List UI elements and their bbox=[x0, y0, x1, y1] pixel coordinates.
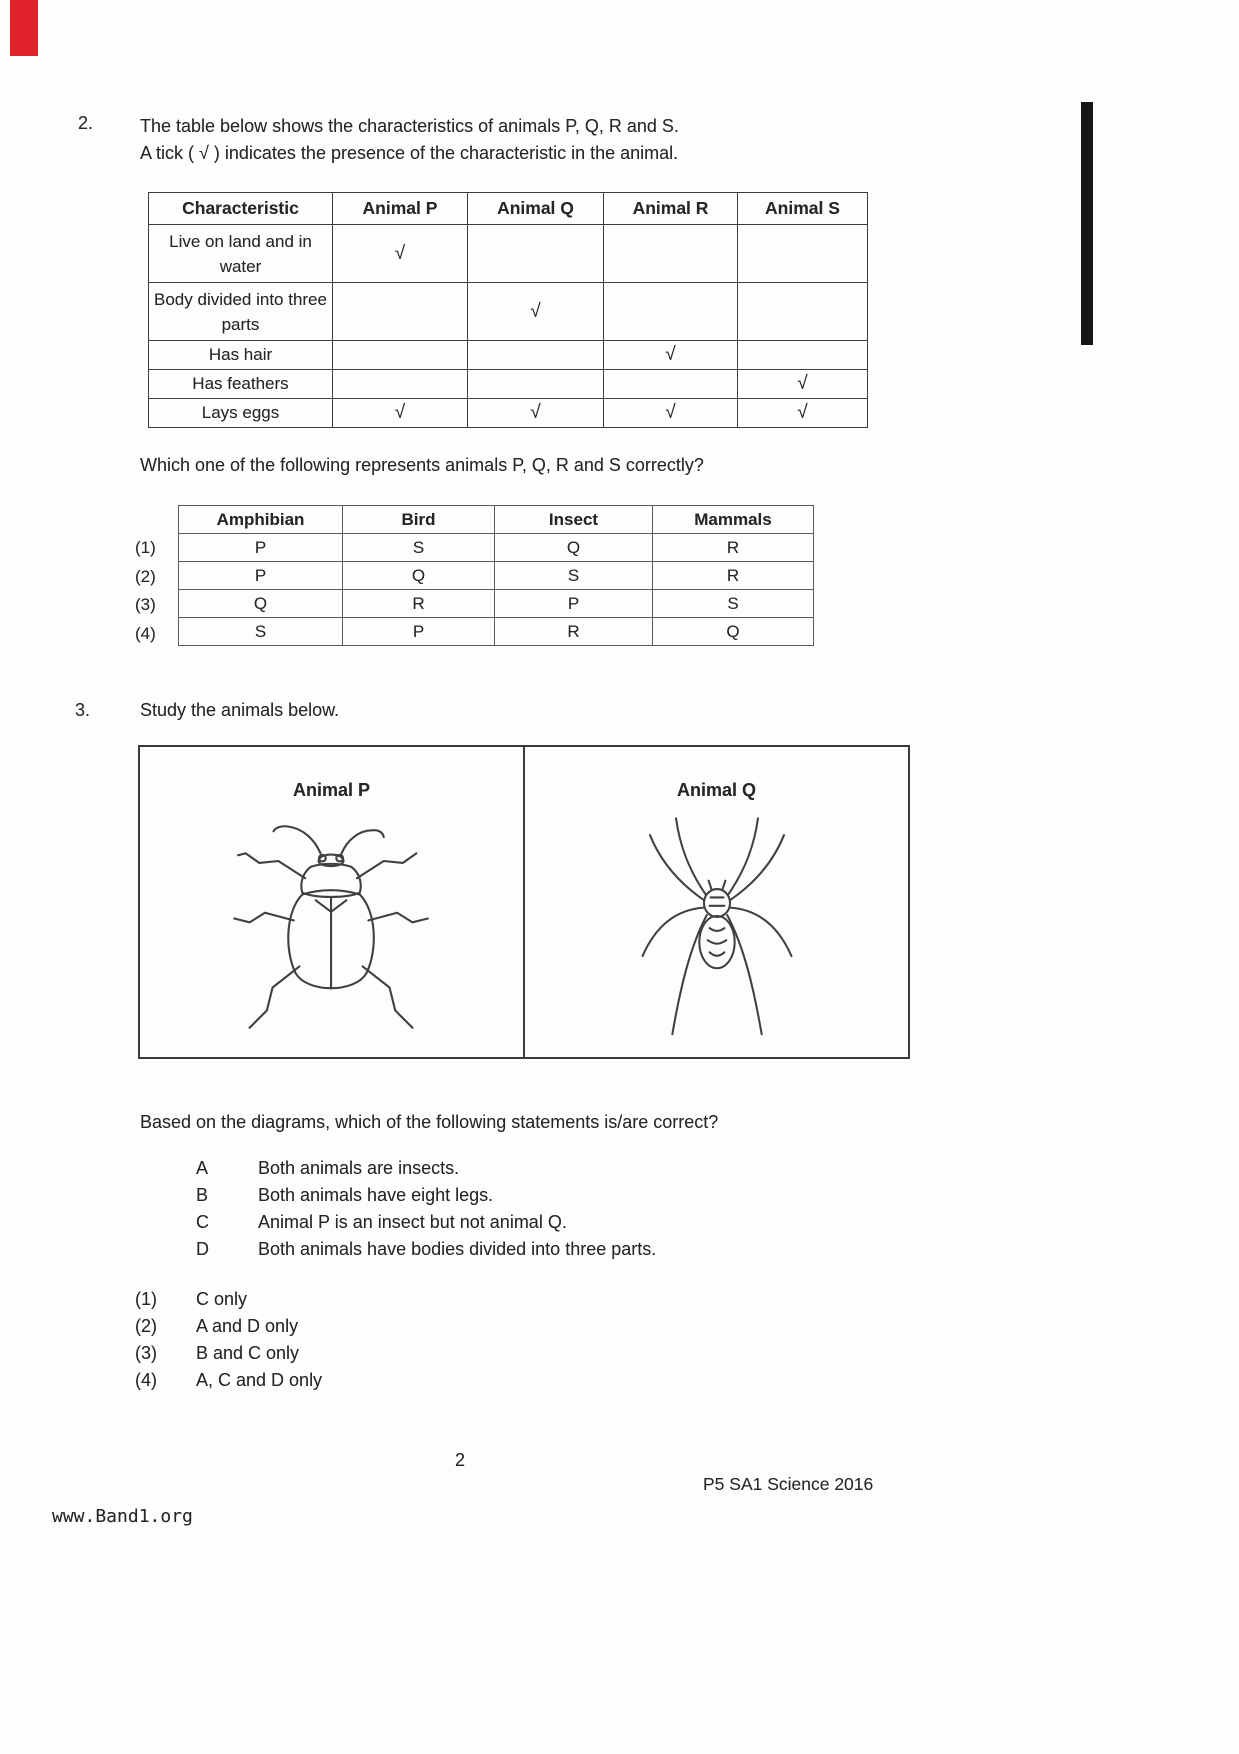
animals-figure bbox=[138, 745, 910, 1059]
question-3-intro: Study the animals below. bbox=[140, 700, 340, 720]
option-text: A and D only bbox=[196, 1316, 299, 1336]
tick-cell: √ bbox=[604, 341, 738, 370]
column-header: Bird bbox=[343, 506, 495, 534]
statement bbox=[196, 1209, 656, 1236]
question-2-text: Which one of the following represents animals P, Q, R and S correctly? bbox=[140, 455, 704, 475]
row-label: Has hair bbox=[149, 341, 333, 370]
paper-title: P5 SA1 Science 2016 bbox=[703, 1474, 874, 1494]
option-row bbox=[179, 534, 814, 562]
watermark-url: www.Band1.org bbox=[52, 1506, 193, 1527]
tick-cell bbox=[604, 225, 738, 283]
answer-option bbox=[135, 1313, 322, 1340]
option-cell: P bbox=[343, 618, 495, 646]
option-cell: R bbox=[653, 562, 814, 590]
statement-letter: D bbox=[196, 1239, 209, 1259]
question-3-text: Based on the diagrams, which of the following statements is/are correct? bbox=[140, 1112, 719, 1132]
option-cell: R bbox=[653, 534, 814, 562]
tick-cell bbox=[468, 370, 604, 399]
tick-cell bbox=[738, 283, 868, 341]
question-3-number: 3. bbox=[75, 700, 91, 720]
option-number: (2) bbox=[135, 566, 156, 586]
option-cell: P bbox=[495, 590, 653, 618]
option-cell: Q bbox=[495, 534, 653, 562]
row-label: Has feathers bbox=[149, 370, 333, 399]
tick-cell: √ bbox=[468, 399, 604, 428]
table-row bbox=[149, 225, 868, 283]
question-2-intro-line1: The table below shows the characteristics of animals P, Q, R and S. bbox=[140, 116, 679, 136]
tick-cell: √ bbox=[604, 399, 738, 428]
statement bbox=[196, 1155, 656, 1182]
option-number: (3) bbox=[135, 1343, 157, 1363]
option-cell: S bbox=[343, 534, 495, 562]
beetle-illustration bbox=[226, 815, 438, 1045]
option-number-column bbox=[135, 534, 156, 648]
option-text: A, C and D only bbox=[196, 1370, 323, 1390]
scan-black-bar bbox=[1081, 102, 1093, 345]
column-header: Mammals bbox=[653, 506, 814, 534]
option-text: B and C only bbox=[196, 1343, 300, 1363]
option-text: C only bbox=[196, 1289, 248, 1309]
option-cell: P bbox=[179, 534, 343, 562]
characteristics-header-row bbox=[149, 193, 868, 225]
statement-letter: A bbox=[196, 1158, 209, 1178]
answer-option bbox=[135, 1286, 322, 1313]
option-cell: S bbox=[653, 590, 814, 618]
statements-list bbox=[196, 1155, 656, 1263]
question-2-intro bbox=[140, 113, 820, 167]
tick-cell bbox=[468, 225, 604, 283]
tick-cell: √ bbox=[738, 370, 868, 399]
column-header: Animal P bbox=[333, 193, 468, 225]
spider-illustration bbox=[614, 809, 819, 1051]
tick-cell bbox=[333, 341, 468, 370]
statement-text: Both animals are insects. bbox=[258, 1158, 460, 1178]
option-row bbox=[179, 562, 814, 590]
row-label: Body divided into three parts bbox=[149, 283, 333, 341]
option-cell: P bbox=[179, 562, 343, 590]
option-number: (3) bbox=[135, 595, 156, 615]
column-header: Animal Q bbox=[468, 193, 604, 225]
tick-cell: √ bbox=[738, 399, 868, 428]
tick-cell bbox=[604, 370, 738, 399]
answer-options-table bbox=[178, 505, 814, 646]
tick-cell bbox=[738, 341, 868, 370]
answer-option bbox=[135, 1367, 322, 1394]
column-header: Insect bbox=[495, 506, 653, 534]
option-row bbox=[179, 590, 814, 618]
question-2-number: 2. bbox=[78, 113, 94, 133]
tick-cell bbox=[333, 370, 468, 399]
option-number: (2) bbox=[135, 1316, 157, 1336]
tick-cell bbox=[604, 283, 738, 341]
statement bbox=[196, 1236, 656, 1263]
option-row bbox=[179, 618, 814, 646]
table-row bbox=[149, 399, 868, 428]
table-row bbox=[149, 370, 868, 399]
page-number: 2 bbox=[454, 1450, 465, 1470]
statement-letter: B bbox=[196, 1185, 209, 1205]
column-header: Amphibian bbox=[179, 506, 343, 534]
row-label: Lays eggs bbox=[149, 399, 333, 428]
statement-text: Animal P is an insect but not animal Q. bbox=[258, 1212, 567, 1232]
tick-cell: √ bbox=[333, 225, 468, 283]
options-header-row bbox=[179, 506, 814, 534]
statement-letter: C bbox=[196, 1212, 209, 1232]
row-label: Live on land and in water bbox=[149, 225, 333, 283]
figure-panel-animal-p bbox=[140, 747, 525, 1057]
option-cell: S bbox=[179, 618, 343, 646]
figure-panel-animal-q bbox=[525, 747, 908, 1057]
option-number: (4) bbox=[135, 1370, 157, 1390]
answer-options-list bbox=[135, 1286, 322, 1394]
table-row bbox=[149, 283, 868, 341]
option-cell: S bbox=[495, 562, 653, 590]
column-header: Animal S bbox=[738, 193, 868, 225]
animal-q-label: Animal Q bbox=[676, 780, 756, 800]
statement-text: Both animals have bodies divided into three parts. bbox=[258, 1239, 657, 1259]
tick-cell bbox=[468, 341, 604, 370]
statement-text: Both animals have eight legs. bbox=[258, 1185, 494, 1205]
table-row bbox=[149, 341, 868, 370]
option-cell: Q bbox=[343, 562, 495, 590]
animal-p-label: Animal P bbox=[292, 780, 371, 800]
answer-option bbox=[135, 1340, 322, 1367]
statement bbox=[196, 1182, 656, 1209]
question-2-intro-line2: A tick ( √ ) indicates the presence of the characteristic in the animal. bbox=[140, 143, 679, 163]
option-number: (1) bbox=[135, 1289, 157, 1309]
column-header: Animal R bbox=[604, 193, 738, 225]
option-number: (1) bbox=[135, 538, 156, 557]
scan-red-mark bbox=[10, 0, 38, 56]
option-cell: Q bbox=[653, 618, 814, 646]
option-cell: R bbox=[495, 618, 653, 646]
option-cell: Q bbox=[179, 590, 343, 618]
tick-cell bbox=[333, 283, 468, 341]
option-number: (4) bbox=[135, 623, 156, 643]
characteristics-table bbox=[148, 192, 868, 428]
column-header: Characteristic bbox=[149, 193, 333, 225]
tick-cell: √ bbox=[468, 283, 604, 341]
tick-cell bbox=[738, 225, 868, 283]
option-cell: R bbox=[343, 590, 495, 618]
tick-cell: √ bbox=[333, 399, 468, 428]
